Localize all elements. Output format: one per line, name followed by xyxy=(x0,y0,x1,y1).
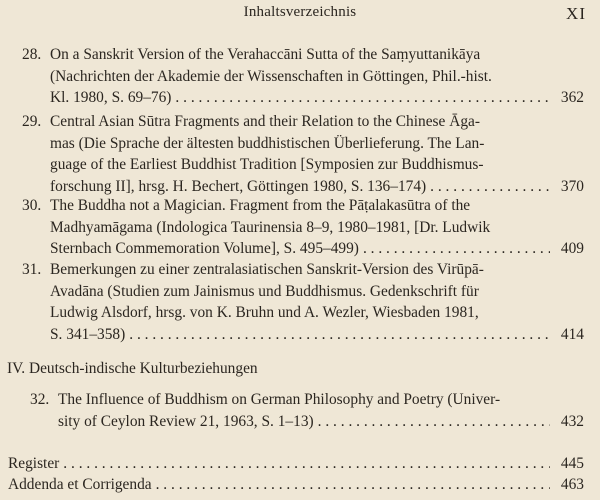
leader-dots xyxy=(175,87,550,102)
leader-dots xyxy=(318,411,550,426)
entry-text-line: forschung II], hrsg. H. Bechert, Göttingen 1980, S. 136–174) xyxy=(50,177,427,195)
entry-number: 29. xyxy=(22,113,42,130)
entry-page: 362 xyxy=(560,89,584,107)
toc-register xyxy=(8,453,584,474)
toc-entry-31 xyxy=(22,259,584,345)
entry-number: 31. xyxy=(22,261,42,278)
entry-text-line: Madhyamāgama (Indologica Taurinensia 8–9, 1980–1981, [Dr. Ludwik xyxy=(50,218,491,236)
entry-text-line: Bemerkungen zu einer zentralasiatischen Sanskrit-Version des Virūpā- xyxy=(50,261,484,278)
section-heading: IV. Deutsch-indische Kulturbeziehungen xyxy=(7,360,258,377)
back-matter-page: 445 xyxy=(560,455,584,473)
back-matter-label: Addenda et Corrigenda xyxy=(8,476,152,494)
leader-dots xyxy=(363,238,550,253)
entry-text-line: mas (Die Sprache der ältesten buddhistischen Überlieferung. The Lan- xyxy=(50,134,485,152)
entry-text-line: sity of Ceylon Review 21, 1963, S. 1–13) xyxy=(58,412,314,430)
entry-page: 370 xyxy=(560,177,584,195)
leader-dots xyxy=(156,474,550,489)
leader-dots xyxy=(129,324,550,339)
entry-text-line: S. 341–358) xyxy=(50,325,126,343)
entry-text-line: (Nachrichten der Akademie der Wissenschaften in Göttingen, Phil.-hist. xyxy=(50,67,492,85)
entry-number: 30. xyxy=(22,197,42,214)
entry-text-line: On a Sanskrit Version of the Verahaccāni Sutta of the Saṃyuttanikāya xyxy=(50,46,481,63)
back-matter-page: 463 xyxy=(560,476,584,494)
entry-page: 409 xyxy=(560,240,584,258)
toc-entry-29 xyxy=(22,111,584,197)
leader-dots xyxy=(430,176,550,191)
page-number: XI xyxy=(566,4,586,23)
entry-number: 32. xyxy=(30,391,50,408)
toc-addenda xyxy=(8,474,584,495)
entry-text-line: Central Asian Sūtra Fragments and their Relation to the Chinese Āga- xyxy=(50,113,480,130)
entry-text-line: Avadāna (Studien zum Jainismus und Buddhismus. Gedenkschrift für xyxy=(50,282,479,300)
entry-text-line: The Influence of Buddhism on German Philosophy and Poetry (Univer- xyxy=(58,391,501,408)
toc-entry-28 xyxy=(22,44,584,109)
entry-text-line: guage of the Earliest Buddhist Tradition [Symposien zur Buddhismus- xyxy=(50,156,484,173)
back-matter-label: Register xyxy=(8,455,60,473)
entry-number: 28. xyxy=(22,46,42,63)
entry-text-line: Kl. 1980, S. 69–76) xyxy=(50,89,172,107)
entry-text-line: Sternbach Commemoration Volume], S. 495–499) xyxy=(50,240,359,258)
leader-dots xyxy=(63,453,550,468)
entry-page: 432 xyxy=(560,412,584,430)
entry-text-line: The Buddha not a Magician. Fragment from the Pāṭalakasūtra of the xyxy=(50,197,471,214)
toc-entry-30 xyxy=(22,195,584,260)
entry-text-line: Ludwig Alsdorf, hrsg. von K. Bruhn und A. Wezler, Wiesbaden 1981, xyxy=(50,304,479,321)
running-title: Inhaltsverzeichnis xyxy=(243,4,357,20)
entry-page: 414 xyxy=(560,325,584,343)
toc-entry-32 xyxy=(30,389,584,432)
